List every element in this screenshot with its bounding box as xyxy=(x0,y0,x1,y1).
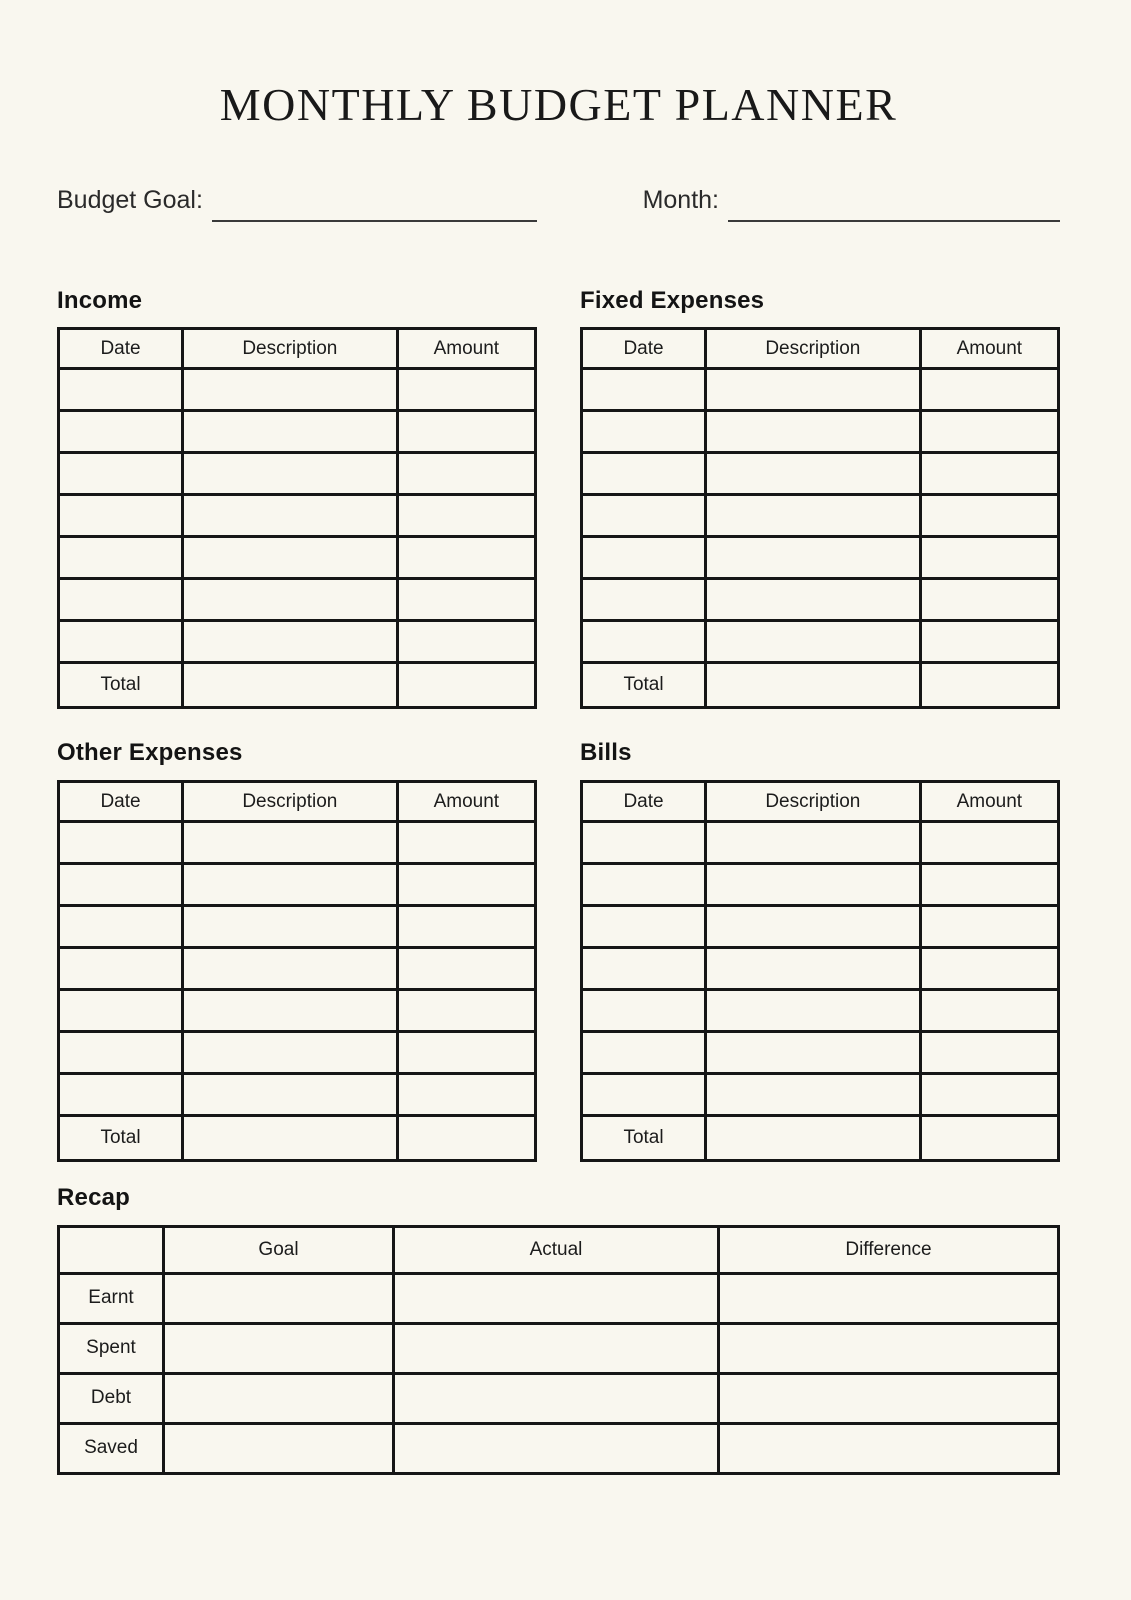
empty-cell[interactable] xyxy=(582,495,706,537)
total-label: Total xyxy=(582,1116,706,1161)
total-label: Total xyxy=(582,663,706,708)
empty-cell[interactable] xyxy=(920,906,1058,948)
table-row xyxy=(582,369,1059,411)
empty-cell[interactable] xyxy=(920,537,1058,579)
total-row xyxy=(582,1116,1059,1161)
recap-header-row xyxy=(59,1226,1059,1273)
empty-cell[interactable] xyxy=(582,369,706,411)
empty-cell[interactable] xyxy=(164,1423,394,1473)
empty-cell[interactable] xyxy=(59,864,183,906)
empty-cell[interactable] xyxy=(59,948,183,990)
empty-cell[interactable] xyxy=(920,453,1058,495)
empty-cell[interactable] xyxy=(183,1116,398,1161)
recap-row-label: Earnt xyxy=(59,1273,164,1323)
budget-goal-field-group xyxy=(57,185,537,215)
table-row xyxy=(59,453,536,495)
empty-cell[interactable] xyxy=(59,822,183,864)
table-row xyxy=(59,621,536,663)
empty-cell[interactable] xyxy=(397,579,535,621)
recap-column-header-goal: Goal xyxy=(164,1226,394,1273)
empty-cell[interactable] xyxy=(706,1074,921,1116)
empty-cell[interactable] xyxy=(59,906,183,948)
empty-cell[interactable] xyxy=(394,1423,719,1473)
recap-row-label: Saved xyxy=(59,1423,164,1473)
empty-cell[interactable] xyxy=(706,411,921,453)
empty-cell[interactable] xyxy=(183,495,398,537)
table-row xyxy=(582,948,1059,990)
empty-cell[interactable] xyxy=(397,1116,535,1161)
table-row xyxy=(582,1074,1059,1116)
empty-cell[interactable] xyxy=(920,663,1058,708)
recap-row xyxy=(59,1323,1059,1373)
other-expenses-section-title: Other Expenses xyxy=(57,739,243,767)
empty-cell[interactable] xyxy=(183,990,398,1032)
empty-cell[interactable] xyxy=(397,537,535,579)
income-section-title: Income xyxy=(57,286,143,314)
empty-cell[interactable] xyxy=(920,822,1058,864)
other-expenses-section xyxy=(57,739,537,1162)
income-table xyxy=(57,327,537,709)
empty-cell[interactable] xyxy=(719,1373,1059,1423)
column-header-date: Date xyxy=(59,329,183,369)
empty-cell[interactable] xyxy=(706,906,921,948)
empty-cell[interactable] xyxy=(920,948,1058,990)
empty-cell[interactable] xyxy=(397,663,535,708)
recap-section xyxy=(57,1184,1060,1475)
table-row xyxy=(59,906,536,948)
header-row xyxy=(59,329,536,369)
empty-cell[interactable] xyxy=(183,369,398,411)
recap-row xyxy=(59,1423,1059,1473)
table-row xyxy=(59,369,536,411)
table-row xyxy=(582,990,1059,1032)
empty-cell[interactable] xyxy=(59,453,183,495)
month-input-line[interactable] xyxy=(728,220,1060,222)
empty-cell[interactable] xyxy=(719,1323,1059,1373)
empty-cell[interactable] xyxy=(920,1032,1058,1074)
empty-cell[interactable] xyxy=(920,864,1058,906)
empty-cell[interactable] xyxy=(397,822,535,864)
empty-cell[interactable] xyxy=(164,1323,394,1373)
empty-cell[interactable] xyxy=(920,990,1058,1032)
table-row xyxy=(59,822,536,864)
empty-cell[interactable] xyxy=(706,864,921,906)
empty-cell[interactable] xyxy=(920,1074,1058,1116)
empty-cell[interactable] xyxy=(183,864,398,906)
fixed-expenses-section-title: Fixed Expenses xyxy=(580,286,765,314)
recap-row xyxy=(59,1273,1059,1323)
empty-cell[interactable] xyxy=(582,537,706,579)
empty-cell[interactable] xyxy=(394,1323,719,1373)
empty-cell[interactable] xyxy=(59,579,183,621)
empty-cell[interactable] xyxy=(59,369,183,411)
empty-cell[interactable] xyxy=(183,1074,398,1116)
empty-cell[interactable] xyxy=(397,495,535,537)
month-label: Month: xyxy=(642,185,719,214)
header-row xyxy=(582,782,1059,822)
empty-cell[interactable] xyxy=(706,621,921,663)
empty-cell[interactable] xyxy=(582,906,706,948)
empty-cell[interactable] xyxy=(164,1273,394,1323)
empty-cell[interactable] xyxy=(582,1032,706,1074)
total-row xyxy=(582,663,1059,708)
empty-cell[interactable] xyxy=(397,948,535,990)
empty-cell[interactable] xyxy=(582,453,706,495)
empty-cell[interactable] xyxy=(582,621,706,663)
empty-cell[interactable] xyxy=(183,1032,398,1074)
empty-cell[interactable] xyxy=(183,537,398,579)
empty-cell[interactable] xyxy=(582,579,706,621)
empty-cell[interactable] xyxy=(719,1423,1059,1473)
empty-cell[interactable] xyxy=(582,990,706,1032)
empty-cell[interactable] xyxy=(397,1032,535,1074)
recap-column-header-difference: Difference xyxy=(719,1226,1059,1273)
total-label: Total xyxy=(59,663,183,708)
empty-cell[interactable] xyxy=(582,1074,706,1116)
budget-goal-label: Budget Goal: xyxy=(57,185,203,214)
table-row xyxy=(582,621,1059,663)
empty-cell[interactable] xyxy=(59,1074,183,1116)
table-row xyxy=(582,1032,1059,1074)
column-header-amount: Amount xyxy=(920,782,1058,822)
empty-cell[interactable] xyxy=(394,1373,719,1423)
empty-cell[interactable] xyxy=(582,948,706,990)
other-expenses-table xyxy=(57,780,537,1162)
empty-cell[interactable] xyxy=(397,621,535,663)
empty-cell[interactable] xyxy=(706,1032,921,1074)
empty-cell[interactable] xyxy=(59,495,183,537)
table-row xyxy=(582,906,1059,948)
column-header-date: Date xyxy=(582,329,706,369)
table-row xyxy=(582,495,1059,537)
column-header-amount: Amount xyxy=(920,329,1058,369)
recap-section-title: Recap xyxy=(57,1184,131,1212)
table-row xyxy=(59,579,536,621)
table-row xyxy=(582,453,1059,495)
empty-cell[interactable] xyxy=(920,495,1058,537)
empty-cell[interactable] xyxy=(920,411,1058,453)
empty-cell[interactable] xyxy=(59,621,183,663)
table-row xyxy=(582,579,1059,621)
empty-cell[interactable] xyxy=(397,453,535,495)
empty-cell[interactable] xyxy=(397,1074,535,1116)
empty-cell[interactable] xyxy=(706,495,921,537)
column-header-description: Description xyxy=(706,329,921,369)
column-header-date: Date xyxy=(59,782,183,822)
recap-row-label: Debt xyxy=(59,1373,164,1423)
empty-cell[interactable] xyxy=(397,990,535,1032)
empty-cell[interactable] xyxy=(706,537,921,579)
empty-cell[interactable] xyxy=(582,822,706,864)
empty-cell[interactable] xyxy=(397,369,535,411)
empty-cell[interactable] xyxy=(183,579,398,621)
empty-cell[interactable] xyxy=(183,663,398,708)
empty-cell[interactable] xyxy=(706,990,921,1032)
empty-cell[interactable] xyxy=(59,537,183,579)
empty-cell[interactable] xyxy=(706,822,921,864)
empty-cell[interactable] xyxy=(183,906,398,948)
table-row xyxy=(582,411,1059,453)
empty-cell[interactable] xyxy=(706,948,921,990)
table-row xyxy=(582,537,1059,579)
bills-table xyxy=(580,780,1060,1162)
recap-corner-cell xyxy=(59,1226,164,1273)
empty-cell[interactable] xyxy=(397,906,535,948)
empty-cell[interactable] xyxy=(397,864,535,906)
total-row xyxy=(59,663,536,708)
empty-cell[interactable] xyxy=(706,369,921,411)
column-header-amount: Amount xyxy=(397,782,535,822)
empty-cell[interactable] xyxy=(920,579,1058,621)
recap-row-label: Spent xyxy=(59,1323,164,1373)
column-header-description: Description xyxy=(706,782,921,822)
empty-cell[interactable] xyxy=(59,990,183,1032)
total-row xyxy=(59,1116,536,1161)
empty-cell[interactable] xyxy=(59,1032,183,1074)
header-row xyxy=(582,329,1059,369)
empty-cell[interactable] xyxy=(183,948,398,990)
empty-cell[interactable] xyxy=(582,864,706,906)
table-row xyxy=(582,822,1059,864)
empty-cell[interactable] xyxy=(582,411,706,453)
recap-table xyxy=(57,1225,1060,1475)
empty-cell[interactable] xyxy=(183,411,398,453)
empty-cell[interactable] xyxy=(706,1116,921,1161)
empty-cell[interactable] xyxy=(183,453,398,495)
column-header-description: Description xyxy=(183,782,398,822)
table-row xyxy=(59,495,536,537)
column-header-date: Date xyxy=(582,782,706,822)
recap-row xyxy=(59,1373,1059,1423)
income-section xyxy=(57,287,537,710)
empty-cell[interactable] xyxy=(706,663,921,708)
empty-cell[interactable] xyxy=(164,1373,394,1423)
empty-cell[interactable] xyxy=(920,1116,1058,1161)
table-row xyxy=(582,864,1059,906)
empty-cell[interactable] xyxy=(920,369,1058,411)
recap-column-header-actual: Actual xyxy=(394,1226,719,1273)
bills-section xyxy=(580,739,1060,1162)
fixed-expenses-table xyxy=(580,327,1060,709)
empty-cell[interactable] xyxy=(183,621,398,663)
month-field-group xyxy=(643,185,1060,215)
table-row xyxy=(59,948,536,990)
empty-cell[interactable] xyxy=(706,579,921,621)
column-header-amount: Amount xyxy=(397,329,535,369)
header-fields xyxy=(57,185,1060,215)
empty-cell[interactable] xyxy=(183,822,398,864)
table-row xyxy=(59,537,536,579)
budget-goal-input-line[interactable] xyxy=(212,220,537,222)
table-row xyxy=(59,411,536,453)
empty-cell[interactable] xyxy=(706,453,921,495)
table-row xyxy=(59,1032,536,1074)
total-label: Total xyxy=(59,1116,183,1161)
empty-cell[interactable] xyxy=(920,621,1058,663)
bills-section-title: Bills xyxy=(580,739,632,767)
page-title: MONTHLY BUDGET PLANNER xyxy=(219,79,898,130)
empty-cell[interactable] xyxy=(397,411,535,453)
header-row xyxy=(59,782,536,822)
tables-grid xyxy=(57,287,1060,1163)
fixed-expenses-section xyxy=(580,287,1060,710)
empty-cell[interactable] xyxy=(59,411,183,453)
table-row xyxy=(59,1074,536,1116)
table-row xyxy=(59,990,536,1032)
column-header-description: Description xyxy=(183,329,398,369)
empty-cell[interactable] xyxy=(394,1273,719,1323)
empty-cell[interactable] xyxy=(719,1273,1059,1323)
table-row xyxy=(59,864,536,906)
